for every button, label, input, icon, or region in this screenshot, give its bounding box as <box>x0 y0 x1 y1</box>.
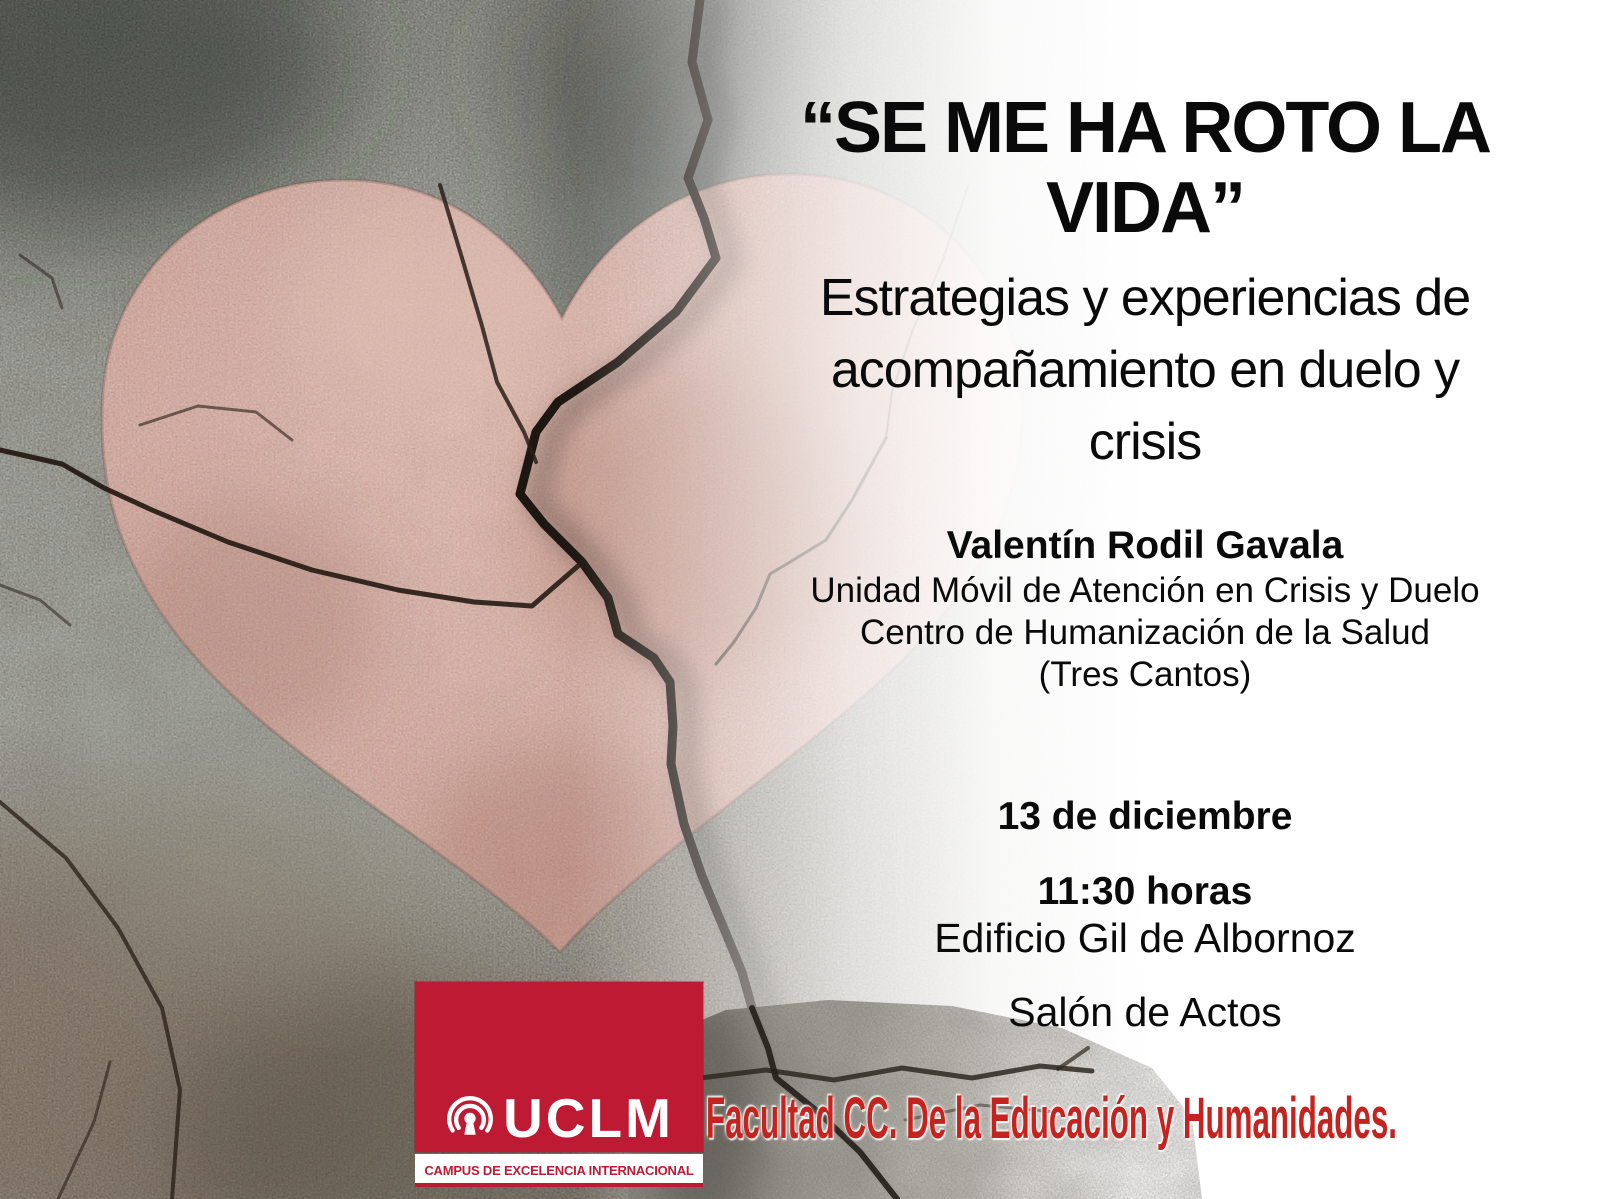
title-line-1: “SE ME HA ROTO LA <box>799 88 1491 168</box>
speaker-affiliation-1: Unidad Móvil de Atención en Crisis y Duelo <box>810 571 1480 610</box>
poster-subtitle <box>770 262 1520 478</box>
uclm-tagline: CAMPUS DE EXCELENCIA INTERNACIONAL <box>415 1154 703 1187</box>
subtitle-line-1: Estrategias y experiencias de <box>819 269 1471 327</box>
event-time: 11:30 horas <box>1037 870 1253 913</box>
event-room: Salón de Actos <box>1008 989 1282 1035</box>
content-column <box>770 0 1520 1036</box>
uclm-logo-red-square <box>415 982 703 1152</box>
uclm-emblem-icon <box>444 1089 496 1139</box>
speaker-affiliation-2: Centro de Humanización de la Salud <box>859 613 1431 652</box>
title-line-2: VIDA” <box>1045 168 1245 248</box>
subtitle-line-2: acompañamiento en duelo y <box>830 341 1460 399</box>
faculty-name: Facultad CC. De la Educación y Humanidades. <box>706 1086 1397 1151</box>
event-building: Edificio Gil de Albornoz <box>934 915 1356 961</box>
speaker-affiliation-3: (Tres Cantos) <box>1038 655 1252 694</box>
poster-title <box>770 88 1520 248</box>
uclm-logo <box>415 982 703 1187</box>
speaker-name: Valentín Rodil Gavala <box>946 524 1344 567</box>
subtitle-line-3: crisis <box>1088 413 1202 471</box>
uclm-acronym: UCLM <box>503 1087 674 1149</box>
event-date: 13 de diciembre <box>997 795 1293 838</box>
speaker-block <box>770 522 1520 696</box>
